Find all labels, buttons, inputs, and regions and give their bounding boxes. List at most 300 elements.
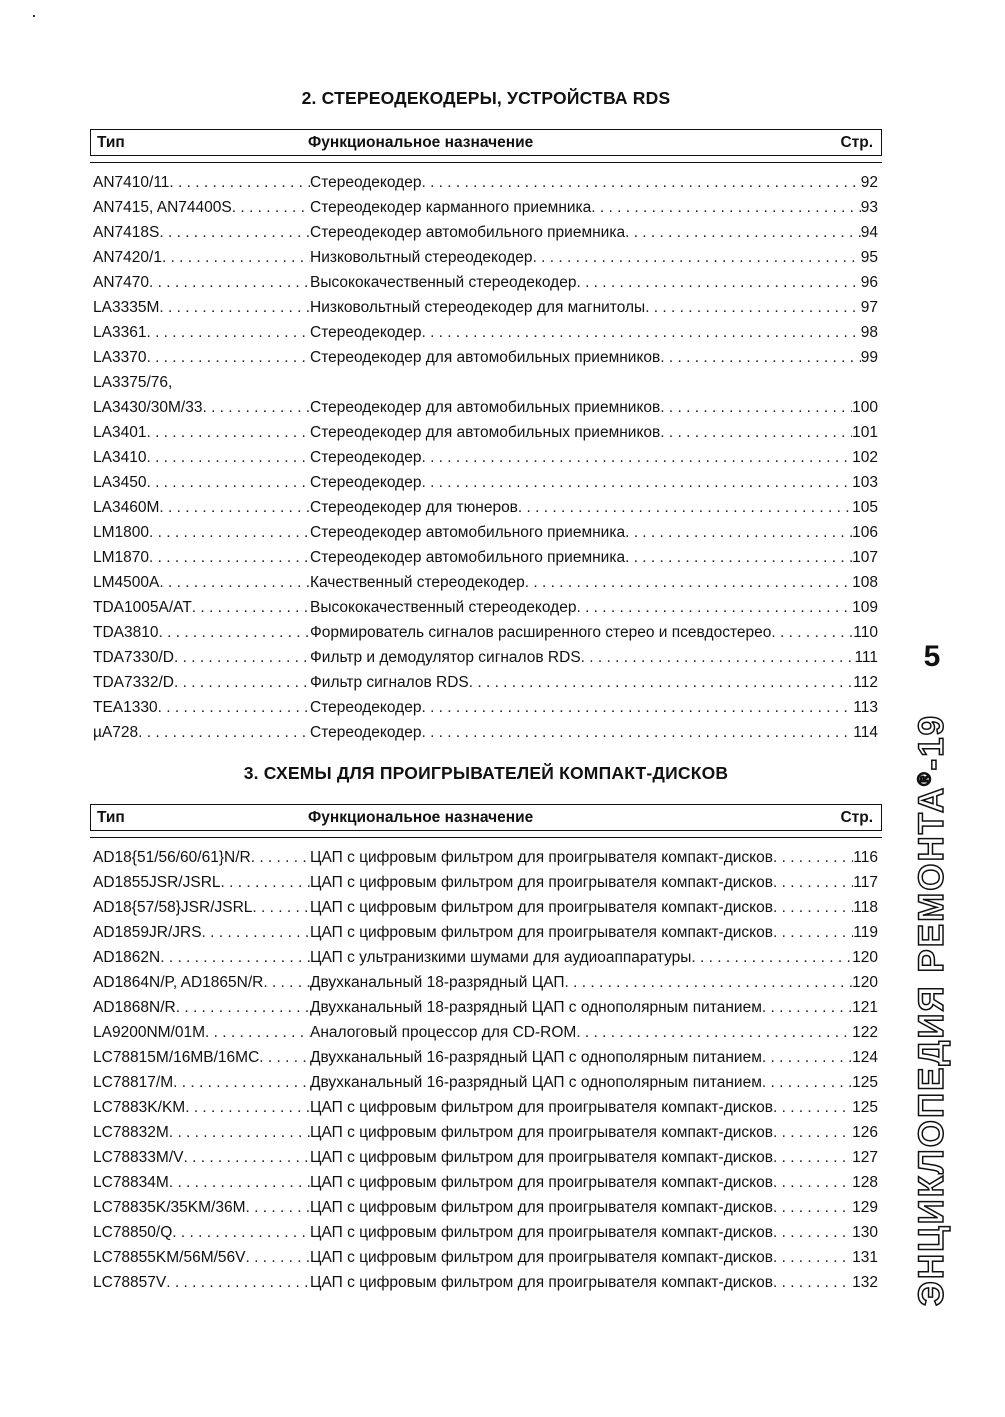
function-cell [310,1045,882,1070]
toc-row [90,195,882,220]
type-cell [90,895,310,920]
chip-type: TDA7330/D [93,649,174,666]
chip-function: ЦАП с цифровым фильтром для проигрывателя компакт-дисков [310,1199,773,1216]
column-header-function: Функциональное назначение [308,808,534,826]
dot-leader [773,1095,852,1120]
dot-leader [232,195,310,220]
dot-leader [259,1045,310,1070]
margin-title-suffix: -19 [912,713,951,771]
type-cell [90,370,310,395]
function-cell [310,320,882,345]
type-cell [90,420,310,445]
dot-leader [421,720,853,745]
toc-row [90,245,882,270]
dot-leader [421,320,860,345]
toc-row [90,895,882,920]
chip-function: Стереодекодер [310,724,422,741]
function-cell [310,920,882,945]
dot-leader [762,995,852,1020]
type-cell [90,970,310,995]
chip-type: LC78855KM/56M/56V [93,1249,246,1266]
dot-leader [159,570,310,595]
page-number: 109 [852,599,878,616]
type-cell [90,845,310,870]
toc-row [90,570,882,595]
function-cell [310,595,882,620]
toc-row [90,395,882,420]
page-number: 116 [853,849,878,866]
chip-type: AD1864N/P, AD1865N/R [93,974,264,991]
toc-row [90,620,882,645]
toc-row [90,220,882,245]
dot-leader [533,245,861,270]
dot-leader [205,1020,310,1045]
type-cell [90,870,310,895]
function-cell [310,970,882,995]
toc-row [90,1120,882,1145]
function-cell [310,1070,882,1095]
type-cell [90,270,310,295]
dot-leader [525,570,852,595]
dot-leader [146,320,310,345]
dot-leader [202,920,310,945]
page-number: 124 [852,1049,878,1066]
page-number: 125 [852,1099,878,1116]
toc-row [90,545,882,570]
function-cell [310,445,882,470]
dot-leader [146,470,310,495]
chip-type: LC7883K/KM [93,1099,186,1116]
toc-row [90,870,882,895]
dot-leader [192,595,310,620]
type-cell [90,1145,310,1170]
chip-function: Фильтр сигналов RDS [310,674,469,691]
chip-function: ЦАП с цифровым фильтром для проигрывателя компакт-дисков [310,1124,773,1141]
type-cell [90,995,310,1020]
chip-function: Стереодекодер [310,174,422,191]
chip-type: LA3361 [93,324,147,341]
dot-leader [169,1170,310,1195]
dot-leader [174,670,310,695]
dot-leader [149,520,310,545]
table-header [90,129,882,156]
page-number: 93 [860,199,878,216]
page-number: 122 [852,1024,878,1041]
toc-row [90,970,882,995]
chip-type: LM4500A [93,574,160,591]
chip-type: LM1870 [93,549,150,566]
page-number: 128 [852,1174,878,1191]
chip-function: Стереодекодер [310,449,422,466]
chip-type: LC78833M/V [93,1149,184,1166]
function-cell [310,895,882,920]
page-number: 126 [852,1124,878,1141]
chip-function: Стереодекодер для тюнеров [310,499,518,516]
chip-type: AD18{51/56/60/61}N/R [93,849,251,866]
function-cell [310,220,882,245]
chip-type: LM1800 [93,524,150,541]
dot-leader [174,645,310,670]
page-number: 95 [860,249,878,266]
page-number: 118 [853,899,878,916]
type-cell [90,345,310,370]
dot-leader [169,170,310,195]
toc-row [90,670,882,695]
function-cell [310,1095,882,1120]
header-divider [90,837,882,838]
toc-row [90,445,882,470]
dot-leader [645,295,861,320]
chip-function: ЦАП с цифровым фильтром для проигрывателя компакт-дисков [310,1224,773,1241]
header-divider [90,162,882,163]
page-number: 111 [854,649,878,666]
chip-type: LA9200NM/01M [93,1024,206,1041]
type-cell [90,495,310,520]
page-number: 114 [853,724,878,741]
toc-row [90,1245,882,1270]
page-number: 110 [853,624,878,641]
type-cell [90,595,310,620]
chip-function: Стереодекодер автомобильного приемника [310,549,626,566]
toc-row [90,720,882,745]
function-cell [310,1245,882,1270]
toc-list [90,845,882,1295]
chip-function: Двухканальный 16-разрядный ЦАП с однополярным питанием [310,1074,762,1091]
toc-row [90,920,882,945]
type-cell [90,720,310,745]
dot-leader [202,395,310,420]
column-header-type: Тип [97,808,125,826]
page-number: 129 [852,1199,878,1216]
page-number: 105 [852,499,878,516]
chip-type: LC78815M/16MB/16MC [93,1049,260,1066]
type-cell [90,195,310,220]
type-cell [90,570,310,595]
chip-type: LC78850/Q [93,1224,173,1241]
chip-type: AD1855JSR/JSRL [93,874,221,891]
page-number: 97 [860,299,878,316]
toc-row [90,1045,882,1070]
dot-leader [660,345,860,370]
chip-function: Двухканальный 18-разрядный ЦАП [310,974,565,991]
dot-leader [576,595,852,620]
toc-row [90,1170,882,1195]
section-title: 2. СТЕРЕОДЕКОДЕРЫ, УСТРОЙСТВА RDS [301,88,671,108]
chip-function: ЦАП с цифровым фильтром для проигрывателя компакт-дисков [310,1174,773,1191]
chip-function: ЦАП с цифровым фильтром для проигрывателя компакт-дисков [310,1099,773,1116]
chip-function: Стереодекодер карманного приемника [310,199,592,216]
section-title: 3. СХЕМЫ ДЛЯ ПРОИГРЫВАТЕЛЕЙ КОМПАКТ-ДИСКОВ [243,763,729,783]
toc-row [90,1220,882,1245]
dot-leader [169,1120,310,1145]
dot-leader [591,195,860,220]
page-number: 132 [852,1274,878,1291]
toc-row [90,495,882,520]
function-cell [310,720,882,745]
toc-row [90,595,882,620]
function-cell [310,495,882,520]
type-cell [90,620,310,645]
toc-row [90,945,882,970]
chip-function: Высококачественный стереодекодер [310,599,577,616]
function-cell [310,645,882,670]
type-cell [90,295,310,320]
function-cell [310,1145,882,1170]
chip-type: AD18{57/58}JSR/JSRL [93,899,253,916]
dot-leader [762,1070,852,1095]
toc-row [90,1195,882,1220]
dot-leader [771,620,853,645]
chip-type: LA3401 [93,424,147,441]
table-header [90,804,882,831]
page-number: 101 [852,424,878,441]
dot-leader [773,845,853,870]
toc-row [90,370,882,395]
type-cell [90,1270,310,1295]
toc-row [90,1020,882,1045]
chip-function: Стереодекодер для автомобильных приемников [310,424,661,441]
toc-row [90,170,882,195]
dot-leader [625,545,852,570]
chip-type: AN7418S [93,224,160,241]
page-number: 100 [852,399,878,416]
type-cell [90,695,310,720]
dot-leader [246,1195,310,1220]
dot-leader [183,1145,310,1170]
chip-type: TEA1330 [93,699,158,716]
chip-function: Двухканальный 18-разрядный ЦАП с однополярным питанием [310,999,762,1016]
function-cell [310,1170,882,1195]
function-cell [310,420,882,445]
chip-function: Высококачественный стереодекодер [310,274,577,291]
function-cell [310,1020,882,1045]
dot-leader [176,995,310,1020]
page-number: 117 [853,874,878,891]
dot-leader [158,620,310,645]
type-cell [90,1170,310,1195]
toc-row [90,1145,882,1170]
chip-function: Стереодекодер [310,324,422,341]
chip-type: AD1868N/R [93,999,176,1016]
chip-type: AD1862N [93,949,161,966]
dot-leader [221,870,310,895]
dot-leader [172,1220,310,1245]
function-cell [310,1270,882,1295]
toc-row [90,345,882,370]
dot-leader [660,420,852,445]
dot-leader [251,845,310,870]
dot-leader [160,945,310,970]
toc-row [90,845,882,870]
chip-function: ЦАП с ультранизкими шумами для аудиоаппаратуры [310,949,692,966]
chip-type: AD1859JR/JRS [93,924,202,941]
section-cd-player-circuits [90,760,882,1295]
column-header-page: Стр. [840,808,873,826]
toc-row [90,420,882,445]
dot-leader [518,495,852,520]
type-cell [90,245,310,270]
dot-leader [773,1195,852,1220]
type-cell [90,945,310,970]
function-cell [310,245,882,270]
section-stereo-decoders [90,85,882,745]
function-cell [310,520,882,545]
chip-function: Стереодекодер для автомобильных приемников [310,349,661,366]
function-cell [310,670,882,695]
dot-leader [421,470,852,495]
registered-mark: ® [914,770,935,786]
toc-row [90,695,882,720]
chip-function: ЦАП с цифровым фильтром для проигрывателя компакт-дисков [310,849,773,866]
dot-leader [581,645,855,670]
page-number: 112 [853,674,878,691]
type-cell [90,1070,310,1095]
dot-leader [252,895,310,920]
chip-type: µA728 [93,724,139,741]
chip-type: AN7415, AN74400S [93,199,232,216]
toc-row [90,520,882,545]
type-cell [90,1195,310,1220]
dot-leader [660,395,852,420]
chip-function: Формирователь сигналов расширенного стерео и псевдостерео [310,624,772,641]
chip-type: AN7470 [93,274,150,291]
chip-function: Низковольтный стереодекодер для магнитолы [310,299,646,316]
toc-row [90,1070,882,1095]
function-cell [310,1120,882,1145]
chip-type: LC78832M [93,1124,169,1141]
toc-row [90,320,882,345]
dot-leader [138,720,310,745]
dot-leader [146,420,310,445]
toc-row [90,1095,882,1120]
function-cell [310,195,882,220]
toc-row [90,270,882,295]
dot-leader [263,970,310,995]
page-number: 92 [860,174,878,191]
column-header-function: Функциональное назначение [308,133,534,151]
chip-type: TDA1005A/AT [93,599,192,616]
function-cell [310,395,882,420]
dot-leader [773,1145,852,1170]
chip-type: LA3430/30M/33 [93,399,203,416]
toc-list [90,170,882,745]
page-number: 106 [852,524,878,541]
chip-type: LC78834M [93,1174,169,1191]
function-cell [310,270,882,295]
dot-leader [773,1245,852,1270]
dot-leader [149,270,310,295]
page-number: 99 [860,349,878,366]
chip-function: Стереодекодер [310,474,422,491]
page-number: 103 [852,474,878,491]
margin-series-title [912,714,952,1306]
page-number: 131 [852,1249,878,1266]
type-cell [90,395,310,420]
chip-type: LA3410 [93,449,147,466]
dot-leader [773,1120,852,1145]
dot-leader [421,170,860,195]
type-cell [90,1020,310,1045]
toc-row [90,645,882,670]
page-number: 102 [852,449,878,466]
toc-row [90,470,882,495]
dot-leader [246,1245,310,1270]
function-cell [310,995,882,1020]
chip-type: LA3375/76, [93,374,173,391]
chip-function: Стереодекодер для автомобильных приемников [310,399,661,416]
dot-leader [158,695,310,720]
chip-type: LA3450 [93,474,147,491]
dot-leader [625,520,852,545]
type-cell [90,545,310,570]
column-header-type: Тип [97,133,125,151]
chip-type: AN7420/1 [93,249,162,266]
dot-leader [159,220,310,245]
chip-type: LC78835K/35KM/36M [93,1199,246,1216]
chip-function: ЦАП с цифровым фильтром для проигрывателя компакт-дисков [310,1249,773,1266]
type-cell [90,445,310,470]
dot-leader [185,1095,310,1120]
chip-type: LA3335M [93,299,160,316]
dot-leader [565,970,853,995]
dot-leader [773,1220,852,1245]
chip-function: Фильтр и демодулятор сигналов RDS [310,649,581,666]
chip-type: TDA3810 [93,624,159,641]
dot-leader [625,220,861,245]
dot-leader [421,695,853,720]
chip-type: LC78857V [93,1274,167,1291]
dot-leader [166,1270,310,1295]
function-cell [310,470,882,495]
type-cell [90,645,310,670]
dot-leader [159,295,310,320]
function-cell [310,945,882,970]
dot-leader [146,445,310,470]
dot-leader [691,945,852,970]
dot-leader [773,920,853,945]
column-header-page: Стр. [840,133,873,151]
function-cell [310,170,882,195]
page-number: 130 [852,1224,878,1241]
function-cell [310,870,882,895]
scan-speck [33,15,35,17]
type-cell [90,1245,310,1270]
dot-leader [762,1045,852,1070]
type-cell [90,220,310,245]
dot-leader [773,870,853,895]
page-number: 107 [852,549,878,566]
dot-leader [162,245,310,270]
type-cell [90,670,310,695]
type-cell [90,320,310,345]
page-number: 113 [853,699,878,716]
page-number: 108 [852,574,878,591]
dot-leader [576,1020,852,1045]
function-cell [310,570,882,595]
type-cell [90,170,310,195]
function-cell [310,545,882,570]
chip-function: Стереодекодер [310,699,422,716]
function-cell [310,295,882,320]
dot-leader [576,270,860,295]
chip-function: Стереодекодер автомобильного приемника [310,224,626,241]
chip-type: AN7410/11 [93,174,170,191]
chip-type: TDA7332/D [93,674,174,691]
function-cell [310,695,882,720]
page-number: 98 [860,324,878,341]
page-number: 119 [853,924,878,941]
dot-leader [159,495,310,520]
